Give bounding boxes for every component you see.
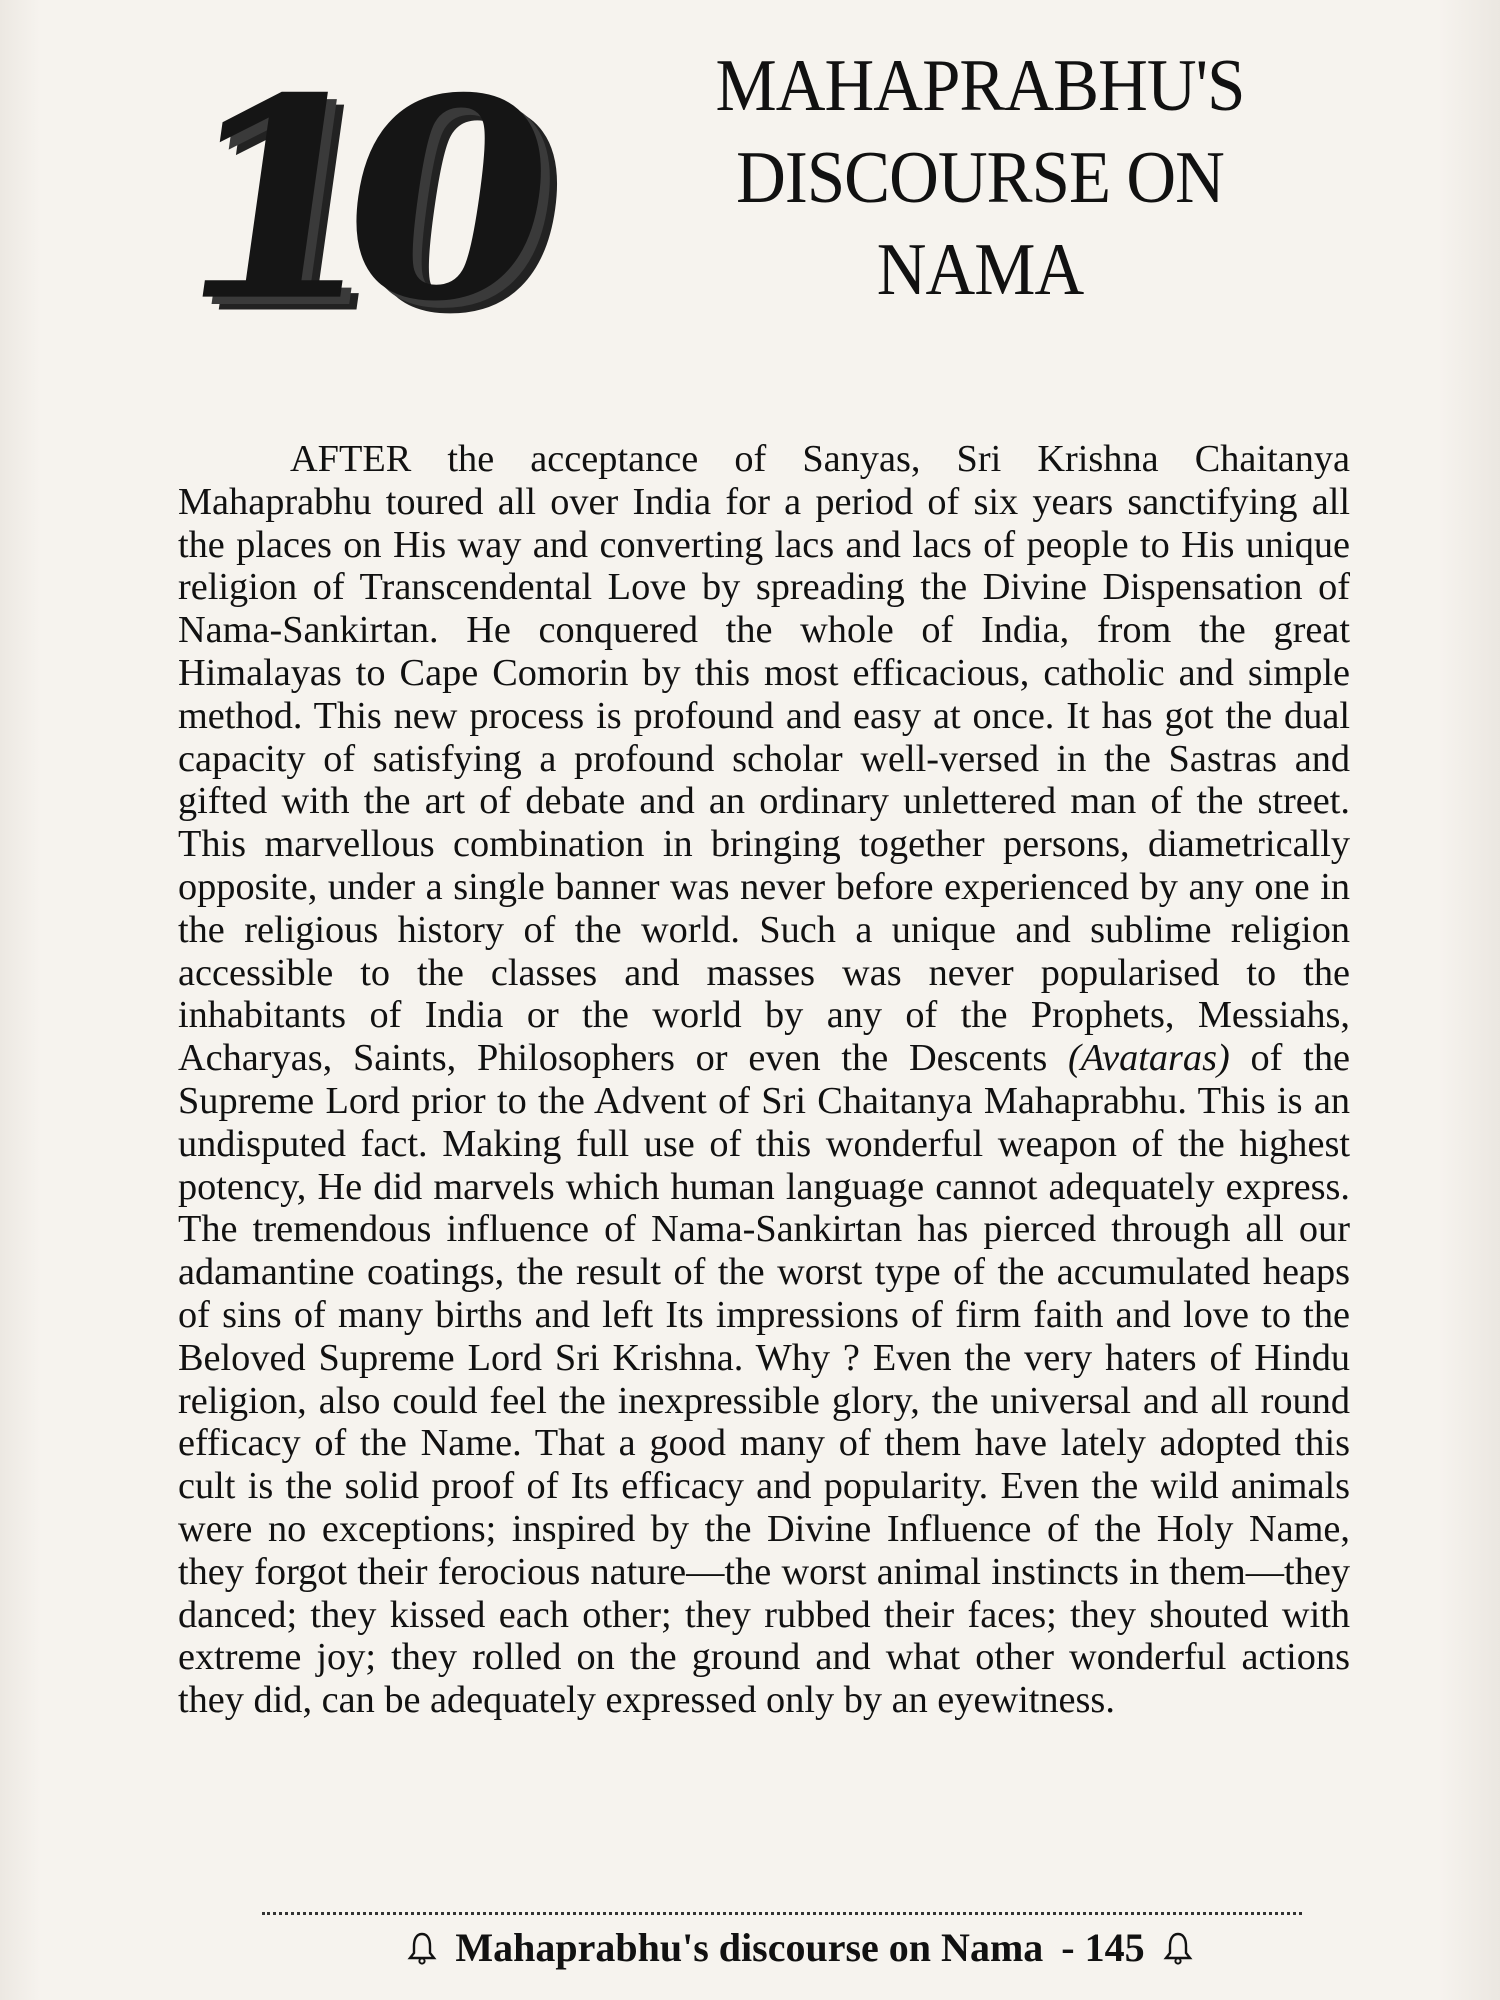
chapter-title-line-1: MAHAPRABHU'S — [715, 45, 1245, 127]
chapter-numeral — [152, 37, 575, 362]
page-footer — [330, 1924, 1270, 1971]
body-text — [178, 438, 1350, 1722]
running-title: Mahaprabhu's discourse on Nama — [455, 1925, 1044, 1970]
footer-divider — [262, 1912, 1302, 1915]
body-text-part-1: AFTER the acceptance of Sanyas, Sri Krishna Chaitanya Mahaprabhu toured all over India for a period of six years sanctifying all the places on His way and converting lacs and lacs of people to His unique religion of Transcendental Love by spreading the Divine Dispensation of Nama-Sankirtan. He conquered the whole of India, from the great Himalayas to Cape Comorin by this most efficacious, catholic and simple method. This new process is profound and easy at once. It has got the dual capacity of satisfying a profound scholar well-versed in the Sastras and gifted with the art of debate and an ordinary unlettered man of the street. This marvellous combination in bringing together persons, diametrically opposite, under a single banner was never before experienced by any one in the religious history of the world. Such a unique and sublime religion accessible to the classes and masses was never popularised to the inhabitants of India or the world by any of the Prophets, Messiahs, Acharyas, Saints, Philosophers or even the Descents — [178, 438, 1350, 1080]
chapter-title — [627, 40, 1334, 316]
italic-term: (Avataras) — [1068, 1037, 1230, 1080]
body-paragraph — [178, 438, 1350, 1722]
bell-icon — [407, 1931, 437, 1965]
chapter-title-line-3: NAMA — [876, 229, 1084, 311]
chapter-number: 10 — [152, 37, 536, 362]
page-number: - 145 — [1061, 1925, 1145, 1970]
body-text-part-2: of the Supreme Lord prior to the Advent of Sri Chaitanya Mahaprabhu. This is an undisputed fact. Making full use of this wonderful weapon of the highest potency, He did marvels which human language cannot adequately express. The tremendous influence of Nama-Sankirtan has pierced through all our adamantine coatings, the result of the worst type of the accumulated heaps of sins of many births and left Its impressions of firm faith and love to the Beloved Supreme Lord Sri Krishna. Why ? Even the very haters of Hindu religion, also could feel the inexpressible glory, the universal and all round efficacy of the Name. That a good many of them have lately adopted this cult is the solid proof of Its efficacy and popularity. Even the wild animals were no exceptions; inspired by the Divine Influence of the Holy Name, they forgot their ferocious nature—the worst animal instincts in them—they danced; they kissed each other; they rubbed their faces; they shouted with extreme joy; they rolled on the ground and what other wonderful actions they did, can be adequately expressed only by an eyewitness. — [178, 1037, 1351, 1722]
chapter-title-line-2: DISCOURSE ON — [736, 137, 1224, 219]
bell-icon — [1163, 1931, 1193, 1965]
